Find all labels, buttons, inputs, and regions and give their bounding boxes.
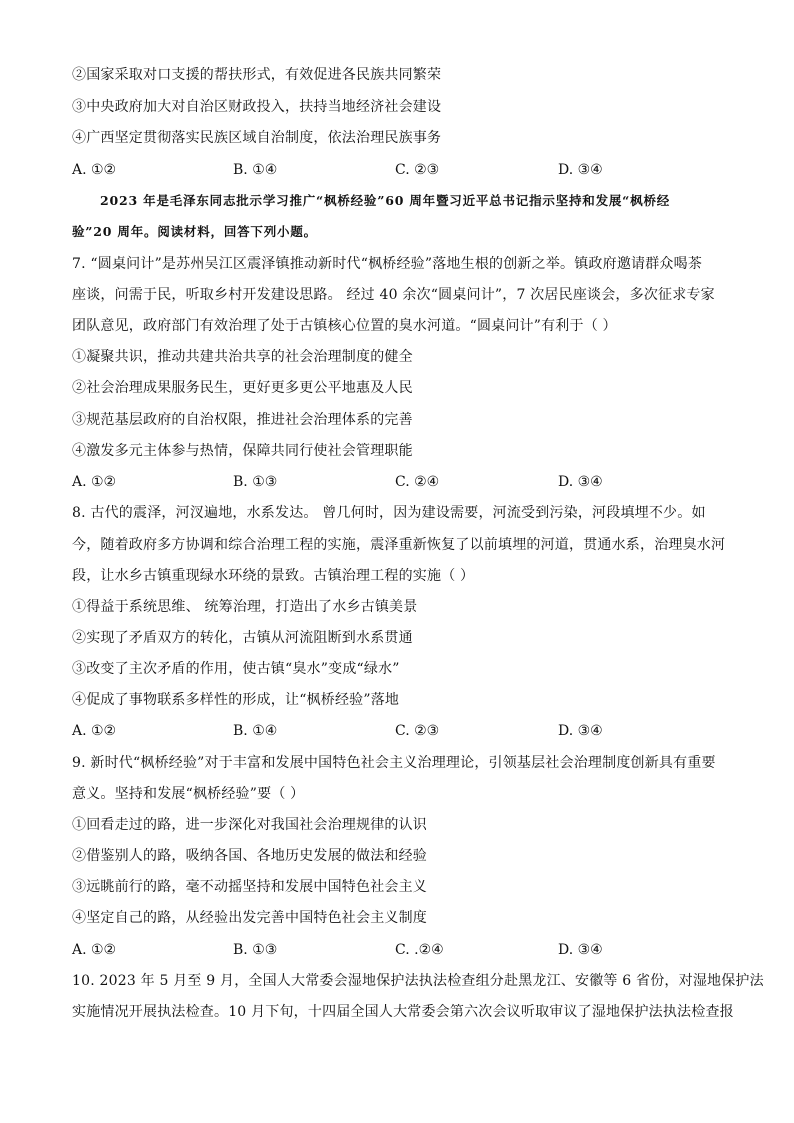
question-item: ④坚定自己的路，从经验出发完善中国特色社会主义制度 xyxy=(72,910,427,926)
question-stem: 7. “圆桌问计”是苏州吴江区震泽镇推动新时代“枫桥经验”落地生根的创新之举。镇政府邀请群众喝茶 xyxy=(72,256,703,272)
option-d: D. ③④ xyxy=(558,723,603,739)
question-item: ②借鉴别人的路，吸纳各国、各地历史发展的做法和经验 xyxy=(72,848,427,864)
option-a: A. ①② xyxy=(72,942,117,958)
question-item: ③规范基层政府的自治权限，推进社会治理体系的完善 xyxy=(72,412,413,428)
question-item: ②国家采取对口支援的帮扶形式，有效促进各民族共同繁荣 xyxy=(72,67,442,83)
question-stem: 10. 2023 年 5 月至 9 月，全国人大常委会湿地保护法执法检查组分赴黑龙江、安徽等 6 省份，对湿地保护法 xyxy=(72,973,764,989)
question-item: ③中央政府加大对自治区财政投入，扶持当地经济社会建设 xyxy=(72,99,442,115)
question-item: ②社会治理成果服务民生，更好更多更公平地惠及人民 xyxy=(72,380,413,396)
question-stem: 实施情况开展执法检查。10 月下旬，十四届全国人大常委会第六次会议听取审议了湿地保护法执法检查报 xyxy=(72,1004,734,1020)
question-item: ③远眺前行的路，毫不动摇坚持和发展中国特色社会主义 xyxy=(72,879,427,895)
material-intro: 2023 年是毛泽东同志批示学习推广“枫桥经验”60 周年暨习近平总书记指示坚持和发展“枫桥经 xyxy=(100,193,671,208)
question-stem: 座谈，问需于民，听取乡村开发建设思路。 经过 40 余次“圆桌问计”，7 次居民座谈会，多次征求专家 xyxy=(72,287,715,303)
question-stem: 意义。坚持和发展“枫桥经验”要（ ） xyxy=(72,786,305,802)
option-c: C. ②③ xyxy=(395,162,440,178)
option-d: D. ③④ xyxy=(558,942,603,958)
option-c: C. ②③ xyxy=(395,723,440,739)
question-stem: 段，让水乡古镇重现绿水环绕的景致。古镇治理工程的实施（ ） xyxy=(72,568,475,584)
option-d: D. ③④ xyxy=(558,162,603,178)
option-b: B. ①④ xyxy=(233,162,278,178)
question-stem: 团队意见，政府部门有效治理了处于古镇核心位置的臭水河道。“圆桌问计”有利于（ ） xyxy=(72,318,617,334)
option-a: A. ①② xyxy=(72,474,117,490)
option-a: A. ①② xyxy=(72,723,117,739)
option-d: D. ③④ xyxy=(558,474,603,490)
question-item: ④激发多元主体参与热情，保障共同行使社会管理职能 xyxy=(72,443,413,459)
question-stem: 9. 新时代“枫桥经验”对于丰富和发展中国特色社会主义治理理论，引领基层社会治理制度创新具有重要 xyxy=(72,755,716,771)
option-c: C. ②④ xyxy=(395,474,440,490)
question-item: ④广西坚定贯彻落实民族区域自治制度，依法治理民族事务 xyxy=(72,130,442,146)
question-stem: 今，随着政府多方协调和综合治理工程的实施，震泽重新恢复了以前填埋的河道，贯通水系，治理臭水河 xyxy=(72,537,726,553)
material-intro: 验”20 周年。阅读材料，回答下列小题。 xyxy=(72,224,317,239)
question-item: ①凝聚共识，推动共建共治共享的社会治理制度的健全 xyxy=(72,349,413,365)
question-stem: 8. 古代的震泽，河汊遍地，水系发达。 曾几何时，因为建设需要，河流受到污染，河段填埋不少。如 xyxy=(72,505,706,521)
question-item: ①得益于系统思维、 统筹治理，打造出了水乡古镇美景 xyxy=(72,599,418,615)
question-item: ④促成了事物联系多样性的形成，让“枫桥经验”落地 xyxy=(72,692,400,708)
option-b: B. ①③ xyxy=(233,942,278,958)
option-a: A. ①② xyxy=(72,162,117,178)
option-c: C. .②④ xyxy=(395,942,444,958)
option-b: B. ①④ xyxy=(233,723,278,739)
question-item: ①回看走过的路，进一步深化对我国社会治理规律的认识 xyxy=(72,817,427,833)
option-b: B. ①③ xyxy=(233,474,278,490)
question-item: ②实现了矛盾双方的转化，古镇从河流阻断到水系贯通 xyxy=(72,630,413,646)
question-item: ③改变了主次矛盾的作用，使古镇“臭水”变成“绿水” xyxy=(72,661,400,677)
